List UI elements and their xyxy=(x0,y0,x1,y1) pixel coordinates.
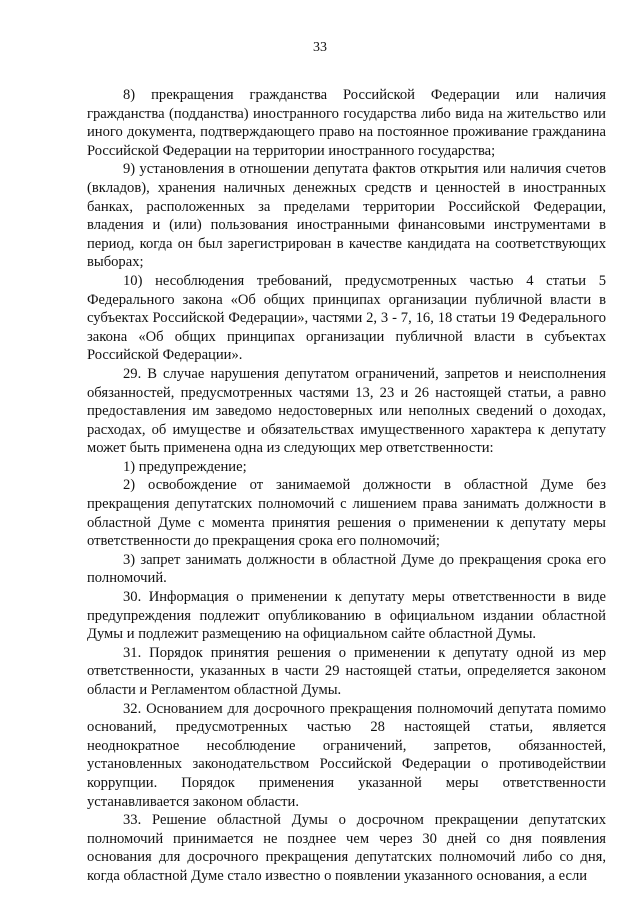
paragraph-part-30: 30. Информация о применении к депутату меры ответственности в виде предупреждения подлежит опубликованию в официальном издании областной Думы и подлежит размещению на официальном сайте областной Думы. xyxy=(87,589,606,643)
paragraph-measure-2: 2) освобождение от занимаемой должности в областной Думе без прекращения депутатских полномочий с лишением права занимать должности в областной Думе с момента принятия решения о применении к депутату меры ответственности до прекращения срока его полномочий; xyxy=(87,477,606,550)
paragraph-item-10: 10) несоблюдения требований, предусмотренных частью 4 статьи 5 Федерального закона «Об общих принципах организации публичной власти в субъектах Российской Федерации», частями 2, 3 - 7, 16, 18 статьи 19 Федерального закона «Об общих принципах организации публичной власти в субъектах Российской Федерации». xyxy=(87,272,606,364)
document-body xyxy=(87,86,606,886)
paragraph-measure-3: 3) запрет занимать должности в областной Думе до прекращения срока его полномочий. xyxy=(87,551,606,587)
paragraph-part-32: 32. Основанием для досрочного прекращения полномочий депутата помимо оснований, предусмотренных частью 28 настоящей статьи, является неоднократное несоблюдение ограничений, запретов, обязанностей, установленных законодательством Российской Федерации о противодействии коррупции. Порядок применения указанной меры ответственности устанавливается законом области. xyxy=(87,700,606,810)
paragraph-item-8: 8) прекращения гражданства Российской Федерации или наличия гражданства (подданства) иностранного государства либо вида на жительство или иного документа, подтверждающего право на постоянное проживание гражданина Российской Федерации на территории иностранного государства; xyxy=(87,87,606,159)
paragraph-measure-1: 1) предупреждение; xyxy=(123,458,247,475)
paragraph-part-29: 29. В случае нарушения депутатом ограничений, запретов и неисполнения обязанностей, предусмотренных частями 13, 23 и 26 настоящей статьи, а равно предоставления им заведомо недостоверных или неполных сведений о доходах, расходах, об имуществе и обязательствах имущественного характера к депутату может быть применена одна из следующих мер ответственности: xyxy=(87,365,606,457)
paragraph-part-33: 33. Решение областной Думы о досрочном прекращении депутатских полномочий принимается не позднее чем через 30 дней со дня появления основания для досрочного прекращения депутатских полномочий либо со дня, когда областной Думе стало известно о появлении указанного основания, а если xyxy=(87,812,606,884)
page-number: 33 xyxy=(313,40,327,55)
paragraph-item-9: 9) установления в отношении депутата фактов открытия или наличия счетов (вкладов), хранения наличных денежных средств и ценностей в иностранных банках, расположенных за пределами территории Российской Федерации, владения и (или) пользования иностранными финансовыми инструментами в период, когда он был зарегистрирован в качестве кандидата на соответствующих выборах; xyxy=(87,161,606,271)
paragraph-part-31: 31. Порядок принятия решения о применении к депутату одной из мер ответственности, указанных в части 29 настоящей статьи, определяется законом области и Регламентом областной Думы. xyxy=(87,644,606,698)
